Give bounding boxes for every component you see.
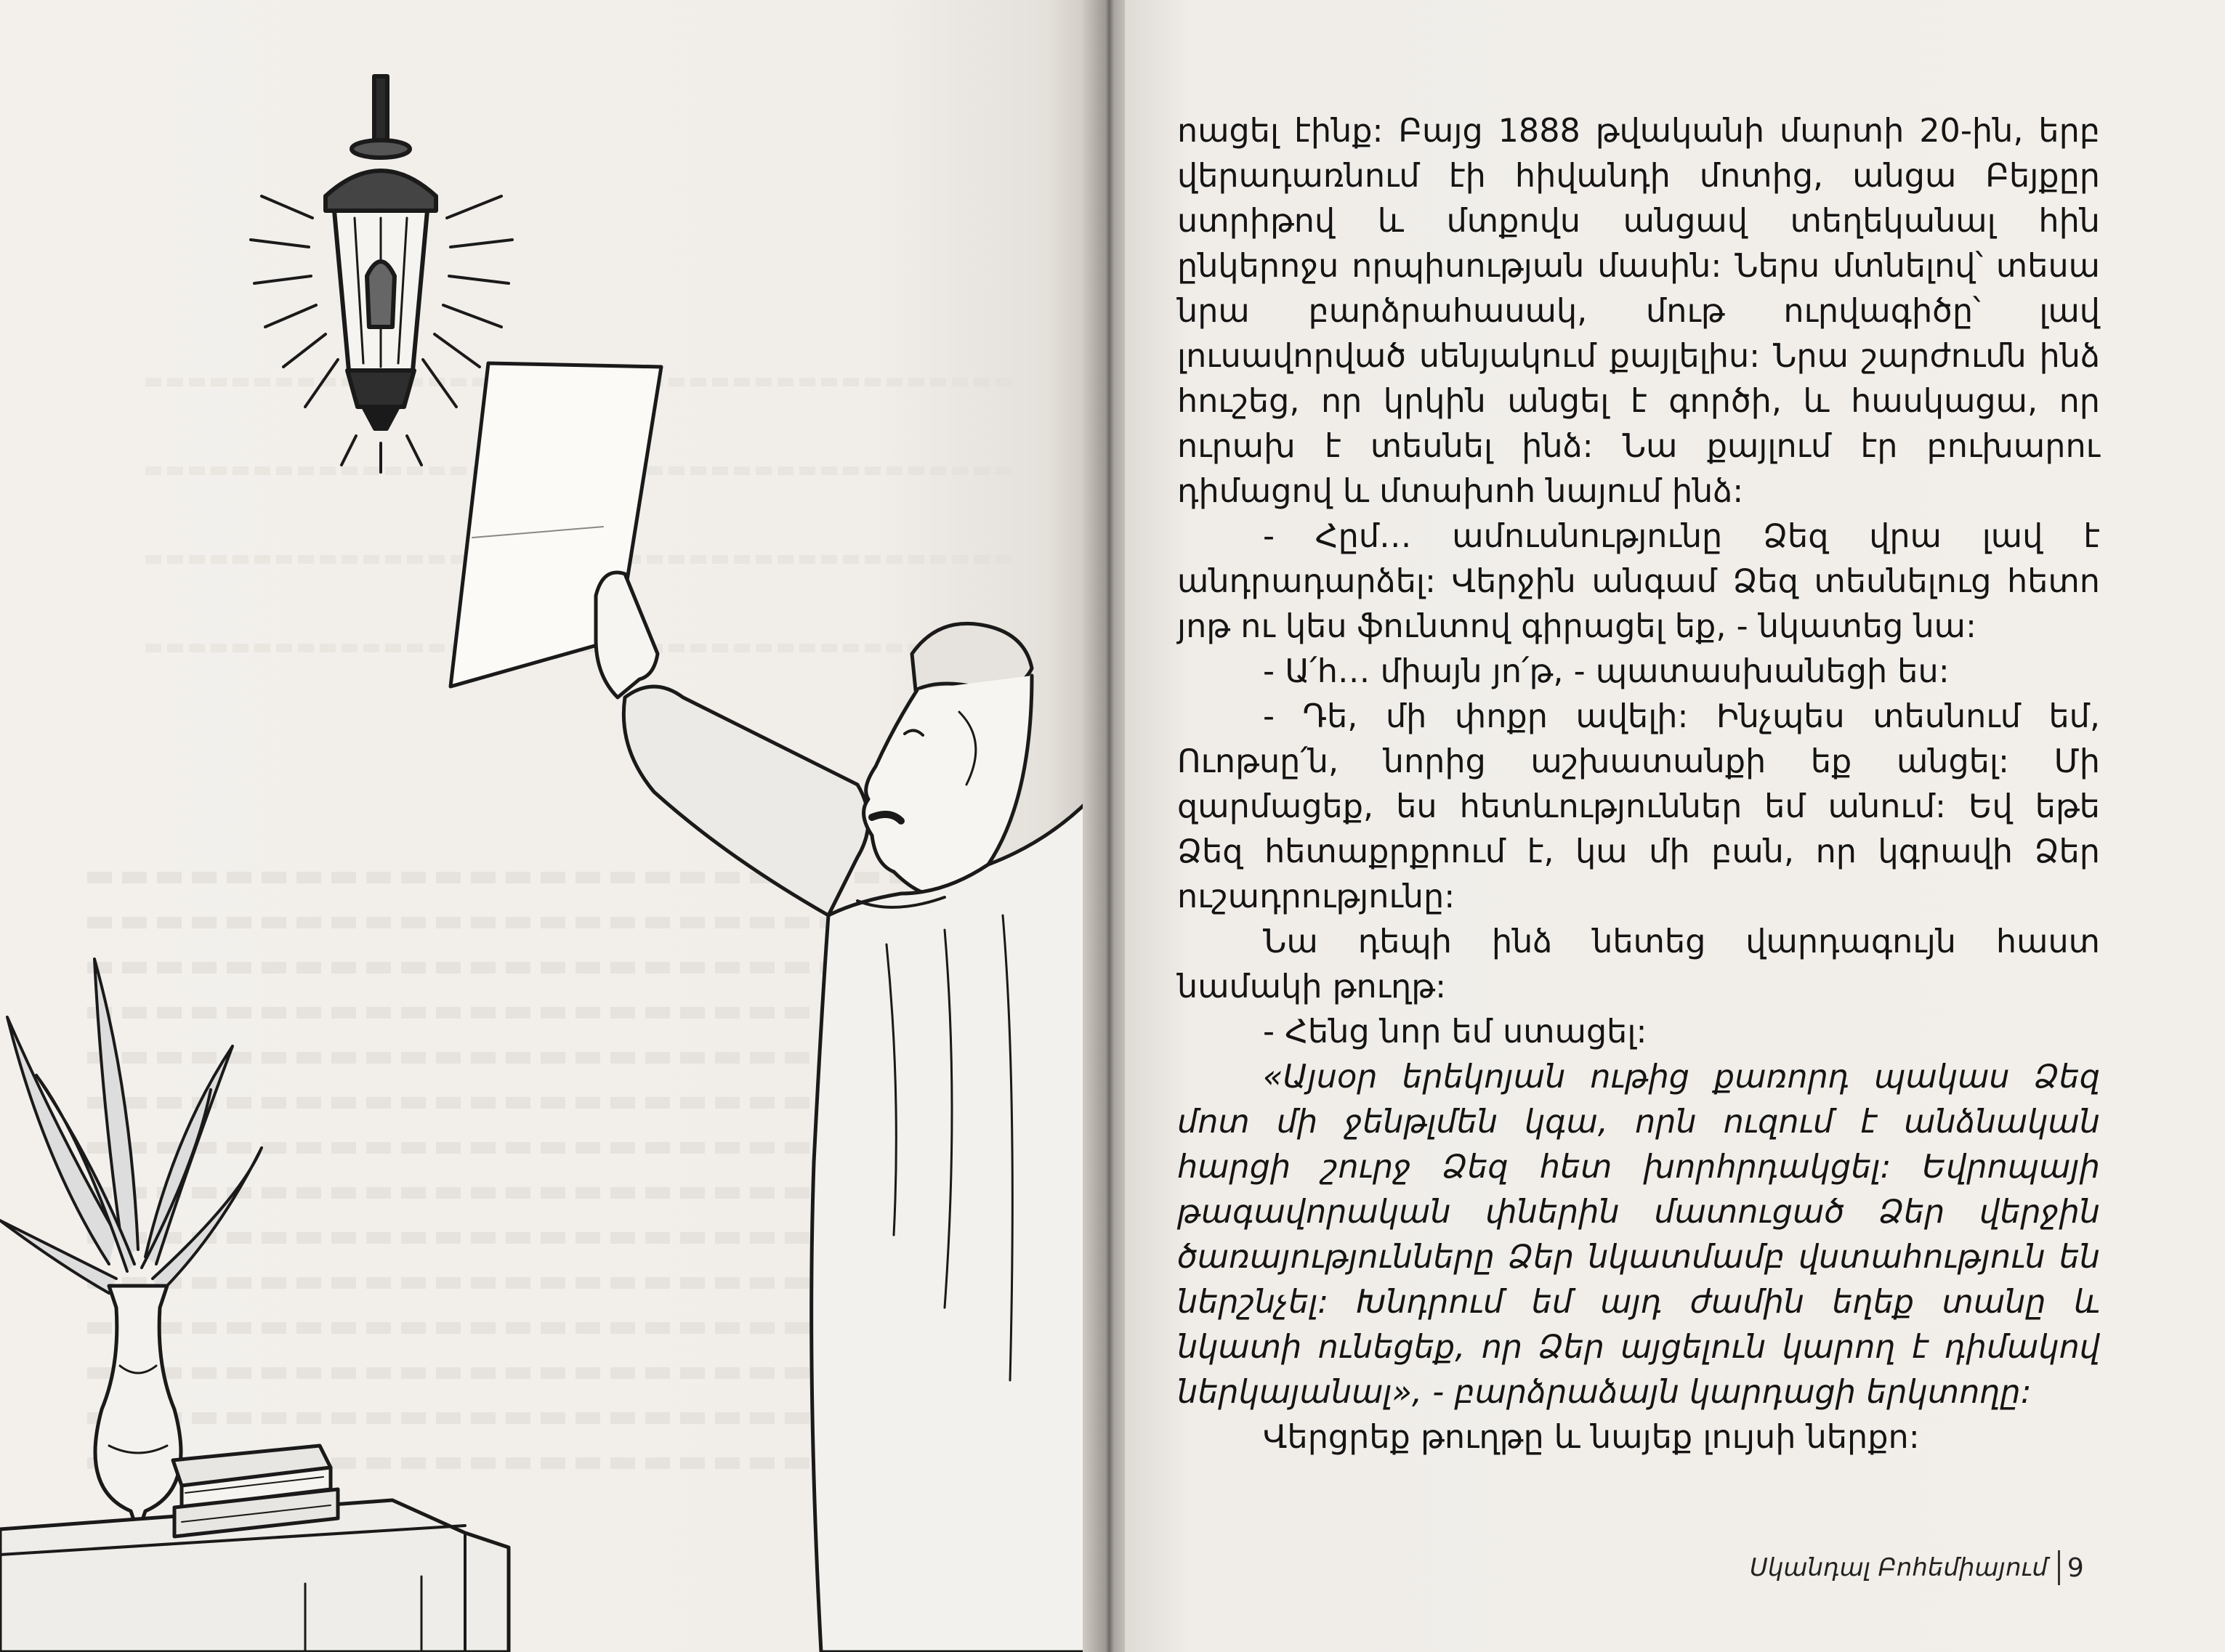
paragraph: - Հենց նոր եմ ստացել: [1263,1013,1647,1050]
hand [596,572,658,697]
paragraph: Վերցրեք թուղթը և նայեք լույսի ներքո: [1263,1419,1920,1456]
paragraph: - Դե, մի փոքր ավելի: Ինչպես տեսնում եմ, Ուոթսը՛ն, նորից աշխատանքի եք անցել: Մի զարմացեք, ես հետևություններ եմ անում: Եվ եթե Ձեզ հետաքրքրում է, կա մի բան, որ կգրավի Ձեր ուշադրությունը: [1177,698,2100,915]
illustration-man-with-letter [0,0,1090,1652]
paragraph: - Հըմ… ամուսնությունը Ձեզ վրա լավ է անդրադարձել: Վերջին անգամ Ձեզ տեսնելուց հետո յոթ ու կես ֆունտով գիրացել եք, - նկատեց նա: [1177,518,2100,645]
page-number: 9 [2067,1552,2084,1583]
coat [812,799,1090,1652]
books-icon [173,1446,338,1536]
letter-quote: «Այսօր երեկոյան ութից քառորդ պակաս Ձեզ մոտ մի ջենթլմեն կգա, որն ուզում է անձնական հարցի շուրջ Ձեզ հետ խորհրդակցել: Եվրոպայի թագավորական փներին մատուցած Ձեր վերջին ծառայությունները Ձեր նկատմամբ վստահություն են ներշնչել: Խնդրում եմ այդ ժամին եղեք տանը և նկատի ունեցեք, որ Ձեր այցելուն կարող է դիմակով ներկայանալ», - բարձրաձայն կարդացի երկտողը: [1177,1058,2100,1411]
footer-divider [2058,1550,2060,1585]
lamp-icon [326,76,436,429]
page-footer [1750,1550,2084,1586]
paragraph: ոացել էինք: Բայց 1888 թվականի մարտի 20-ին, երբ վերադառնում էի հիվանդի մոտից, անցա Բեյքըր ստրիթով և մտքովս անցավ տեղեկանալ հին ընկերոջս որպիսության մասին: Ներս մտնելով՝ տեսա նրա բարձրահասակ, մութ ուրվագիծը՝ լավ լուսավորված սենյակում քայլելիս: Նրա շարժումն ինձ հուշեց, որ կրկին անցել է գործի, և հասկացա, որ ուրախ է տեսնել ինձ: Նա քայլում էր բուխարու դիմացով և մտախոհ նայում ինձ: [1177,113,2100,510]
body-text [1177,109,2100,1460]
sleeve [623,687,868,915]
left-page [0,0,1090,1652]
paragraph: Նա դեպի ինձ նետեց վարդագույն հաստ նամակի թուղթ: [1177,923,2100,1005]
running-title: Սկանդալ Բոհեմիայում [1750,1553,2048,1582]
plant-icon [0,959,262,1293]
paragraph: - Ա՛հ… միայն յո՛թ, - պատասխանեցի ես: [1263,653,1950,690]
vase-icon [95,1286,181,1540]
